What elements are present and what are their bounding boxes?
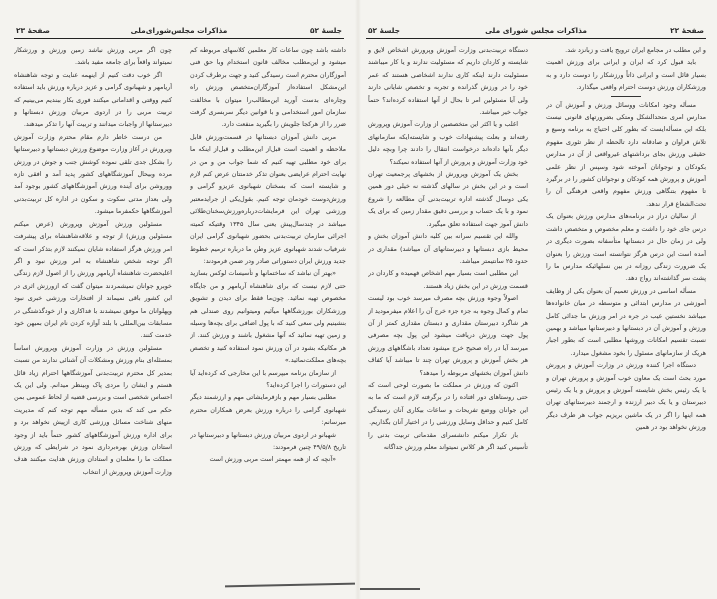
paragraph: مسأله اساسی در ورزش تعمیم آن بعنوان یکی از وظایف آموزشی در مدارس ابتدائی و متوسطه در میان خانواده‌ها میباشد نخستین عیب در جره در امر ورزش ما جدائی کامل ورزش و آموزش آن در دبستانها و دبیرستانها میباشد و بهمین نسبت تقسیم امکانات وروشها مطلبی است که بطور اجبار هریک از سازمانهای مسئول را بخود مشغول میدارد. — [546, 286, 706, 357]
left-page-column-right — [190, 44, 346, 589]
paragraph: والله این تقسیم سرانه بین کلیه دانش آموزان بخش و محیط بازی دبستانها و دبیرستانهای آن میباشد) مقداری در حدود ۲۵ سانتیمتر میباشد. — [368, 232, 528, 265]
left-page-header — [14, 24, 344, 39]
paragraph: این مطلبی است بسیار مهم اشخاص فهمیده و کاردان در قسمت ورزش در این بخش زیاد هستند. — [368, 269, 528, 290]
quote-paragraph: «آنچه که از همه مهمتر است مربی ورزش است — [209, 455, 336, 464]
paragraph: دستگاه اجرا کننده ورزش در وزارت آموزش و پرورش مورد بحث است یک معاون خوب آموزش و پرورش تهران و یا یک رئیس بخش شایسته آموزش و پرورش و یا یک رئیس دبیرستان و یا یک دبیر ارزنده و ارجمند دبیرستانهای تهران همه اینها را اگر در یک ماشین بریزیم جواب هر طرف دیگر ورزش نخواهد بود در همین — [546, 361, 706, 432]
left-page — [0, 0, 358, 599]
paragraph: اغلب و یا اکثر این متخصصین از وزارت آموزش وپرورش رفته‌اند و بعلت پیشنهادات خوب و شایسته‌ایکه سازمانهای دیگر بآنها داده‌اند درخواست انتقال را دادند چرا وبچه دلیل خود وزارت آموزش و پرورش از آنها استفاده نمیکند؟ — [368, 120, 528, 166]
right-page — [358, 0, 717, 599]
paragraph: باید قبول کرد که ایران و ایرانی برای ورزش اهمیت بسیار قائل است و ایرانی ذاتاً ورزشکار را دوست دارد و به ورزشکاران ورزش دوست احترام واقعی میگذارد. — [546, 58, 706, 92]
session-number: جلسهٔ ۵۲ — [310, 26, 342, 35]
paragraph: مسأله وجود امکانات ووسائل ورزش و آموزش آن در مدارس امری متحدالشکل ومتکی بضرورتهای قانونی نیست بلکه این مسأله‌ایست که بطور کلی احتیاج به برنامه وسیع و تلاش فراوان و صادقانه دارد تالحظه از نظر تئوری مفهوم حقیقی ورزش بجای برداشتهای غیرواقعی از آن در مدارس بکودکان و نوجوانان آموخته شود وسپس از نظر علمی آموزش و پرورش همه کودکان و نوجوانان کشور را در برگیرد تا مفهوم بتنگاهی ورزش مفهوم واقعی فرهنگی آن را تحت‌الشعاع قرار ندهد. — [546, 100, 706, 208]
paragraph: داشته باشد چون ساعات کار معلمین کلاسهای مربوطه کم میشود و این‌مطلب مخالف قانون استخدام وبا حق فنی آموزگاران محترم است رسیدگی کنید و جهت برطرف کردن این‌مشکل استفاده‌از آموزگاران‌متخصص ورزش راه وچاره‌ای بدست آورید این‌مطالب‌را میتوان با مخالفت سازمان امور استخدامی و با قوانین دیگر سربسری گرفت ضرر را از هرکجا جلویش را بگیرید منفعت دارد. — [190, 46, 346, 129]
right-page-column-left — [368, 44, 528, 589]
paragraph: چون اگر مربی ورزش نباشد زمین ورزش و ورزشکار نمیتواند واقعاً برای جامعه مفید باشد. — [14, 46, 172, 67]
right-page-column-right — [546, 44, 706, 589]
page-number: صفحهٔ ۲۳ — [16, 26, 50, 35]
paragraph: اصولاً وجوه ورزش بچه مصرف میرسد خوب بود لیست تمام و کمال وجوه به جزء جزء خرج آن را اعلام میفرمودید از هر شاگرد دبیرستان مقداری و دبستان مقداری کمتر از آن پول جهت ورزش دریافت میشود این پول بچه مصرفی میرسد آیا در راه صحیح خرج میشود تعداد باشگاههای ورزش هر بخش آموزش و پرورش تهران چند تا میباشد آیا کفاف دانش آموزان بخشهای مربوطه را میدهد؟ — [368, 294, 528, 377]
paragraph: اکنون که ورزش در مملکت ما بصورت لوحی است که حتی روستاهای دور افتاده را در برگرفته لازم است که ما به این جوانان ووضع تفریحات و ساعات بیکاری آنان رسیدگی کامل کنیم و حداقل وسایل ورزشی را در اختیار آنان بگذاریم. — [368, 380, 528, 427]
quote-paragraph: «بهتر آن نباشد که ساختمانها و تأسیسات لوکس بسازید حتی لازم نیست که برای شاهنشاه آریامهر و من جایگاه مخصوص تهیه نمائید. چون‌ما فقط برای دیدن و تشویق ورزشکاران بورزشگاهها میآئیم ومیتوانیم روی صندلی هم بنشینیم ولی سعی کنید که با پول اضافی برای بچه‌ها وسیله و زمین تهیه نمائید که آنها مشغول باشند و ورزش کنند. از هر مکانیکه بشود در آن ورزش نمود استفاده کنید و تخصص بچه‌های مملکت‌نمائید.» — [190, 269, 346, 365]
paragraph: شهبانو در اردوی مربیان ورزش دبستانها و دبیرستانها در تاریخ ۴۹/۵/۸ چنین فرمودند: — [190, 430, 346, 451]
section-divider — [611, 96, 641, 97]
paragraph: بخش یک آموزش وپرورش از بخشهای پرجمعیت تهران است و در این بخش در سالهای گذشته نه خیلی دور همین یکی دوسال گذشته اداره تربیت‌بدنی آن مطالعه را شروع نمود و با یک حساب و بررسی دقیق مقدار زمین که برای یک دانش آموز جهت استفاده تعلق میگیرد. — [368, 170, 528, 228]
right-page-header — [366, 24, 706, 39]
left-page-column-left — [14, 44, 172, 589]
paragraph: مسئولین ورزش در وزارت آموزش وپرورش اساساً بمسئله‌ای بنام ورزش ومشکلات آن آشنائی ندارند من نسبت بمدیر کل محترم تربیت‌بدنی آموزشگاهها احترام زیاد قائل هستم و ایشان را مردی پاک وبینظر میدانم. ولی این یک احساس شخصی است و بررسی قضیه از لحاظ عمومی بمن حکم می کند که بدین مسأله مهم توجه کنم که مدیریت منهای شناخت مسائل ورزشی کاری ازپیش نخواهد برد و برای اداره ورزش آموزشگاههای کشور حتماً باید از وجود استادان ورزش بهره‌برداری نمود در شرایطی که ورزش مملکت ما را معلمان و استادان ورزش هدایت میکنند هدف وزارت آموزش وپرورش از انتخاب — [14, 343, 172, 476]
paragraph: و این مطلب در مجامع ایران ترویج یافت و زبانزد شد. — [565, 46, 706, 54]
running-title: مذاکرات مجلس شورای ملی — [485, 26, 587, 35]
paragraph: من درست خاطر دارم مقام محترم وزارت آموزش وپرورش در آغاز وزارت موضوع ورزش دبستانها و دبیرستانها را بشکل جدی تلقی نموده کوشش جنب و جوش در ورزش مرده وبیحال آموزشگاههای کشور پدید آمد و افقی تازه ووروشن برای آینده ورزش آموزشگاههای کشور بوجود آمد ولی بعداز مدتی سکوت و سکون در اداره کل تربیت‌بدنی آموزشگاهها حکمفرما میشود. — [14, 132, 172, 216]
session-number: جلسهٔ ۵۲ — [368, 26, 400, 35]
paragraph: اگر خوب دقت کنیم از اینهمه عنایت و توجه شاهنشاه آریامهر و شهبانوی گرامی و عزیز درباره ورزش باید استفاده کنیم ووقتی و اقداماتی میکنند فوری بکار ببندیم می‌بینیم که تربیت مربی را در اردوی مربیان ورزش دبستانها و دبیرستانها از واجبات میدانند و تربیت آنها را تذکر میدهند. — [14, 70, 172, 129]
paragraph: مطلبی بسیار مهم و بازفرمایشاتی مهم و ارزشمند دیگر شهبانوی گرامی را درباره ورزش بعرض همکاران محترم میرسانم: — [190, 393, 346, 427]
paragraph: از سالیان دراز در برنامه‌های مدارس ورزش بعنوان یک درس جای خود را داشت و معلم مخصوص و متخصص داشت ولی در زمان حال در دبستانها متأسفانه بصورت دیگری در آمده است این درس هرگز نتوانسته است ورزش را بعنوان یک ضرورت زندگی روزانه در بین نسلهائیکه مدارس ما را پشت سر گذاشته‌اند رواج دهد. — [546, 212, 706, 283]
paragraph: باز تکرار میکنم دانشسرای مقدماتی تربیت بدنی را تأسیس کنید اگر هر کلاس نمیتواند معلم ورزش جداگانه — [368, 430, 528, 451]
paragraph: از سازمان برنامه میپرسم با این مخارجی که کرده‌اید آیا این دستورات را اجرا کرده‌اید؟ — [190, 368, 346, 389]
running-title: مذاکرات مجلس‌شورای‌ملی — [130, 26, 228, 35]
page-number: صفحهٔ ۲۲ — [670, 26, 704, 35]
footer-rule — [360, 588, 420, 590]
paragraph: دستگاه تربیت‌بدنی وزارت آموزش وپرورش اشخاص لایق و شایسته و کاردان داریم که مسئولیت ندارند و یا کار میباشند مسئولیت دارند اینکه کاری ندارند اشخاصی هستند که عمر خود را در ورزش گذرانده و تجربه و تخصص شایانی دارند ولی آیا مسئولین امر تا بحال از آنها استفاده کرده‌اند؟ حتماً جواب خیر میباشد. — [368, 46, 528, 117]
paragraph: مسئولین ورزش آموزش وپرورش (عرض میکنم مسئولین ورزش) از توجه و علاقه‌شاهنشاه برای پیشرفت امر ورزش هرگز استفاده شایان نمیکنند لازم بتذکر است که اگر توجه شخص شاهنشاه به امر ورزش نبود و اگر اعلیحضرت شاهنشاه آریامهر ورزش را از اصول لازم زندگی خوبرو جوانان نمیشمردند میتوان گفت که ازورزش اثری در این کشور باقی نمیماند از افتخارات ورزشی خبری نبود وپهلوانان ما موفق نمیشدند با فداکاری و از خودگذشتگی در مسابقات بین‌المللی با بلند آوازه کردن نام ایران بمیهن خود خدمت کنند. — [14, 219, 172, 340]
paragraph: مربی دانش آموزان دبستانها در قسمت‌ورزش قابل ملاحظه و اهمیت است قبل‌از این‌مطلب و قبل‌از اینکه ما برای خود مطلبی تهیه کنیم که شما جواب من و من در نهایت احترام عرایضی بعنوان تذکر خدمتتان عرض کنم لازم و شایسته است که بسخنان شهبانوی عزیزو گرامی و ورزش‌دوست خودمان توجه کنیم. بقول‌یکی از جرایدمعتبر ورزشی تهران این فرمایشات‌درباره‌ورزش‌سخنان‌طلائی میباشد در چندسال‌پیش یعنی سال ۱۳۴۵ وقتیکه کمیته اجرائی سازمان تربیت‌بدنی بحضور شهبانوی گرامی ایران شرفیاب شدند شهبانوی عزیز وطن ما درباره ترمیم خطوط جدید ورزش ایران دستوراتی صادر ودر ضمن فرمودند: — [190, 132, 346, 265]
